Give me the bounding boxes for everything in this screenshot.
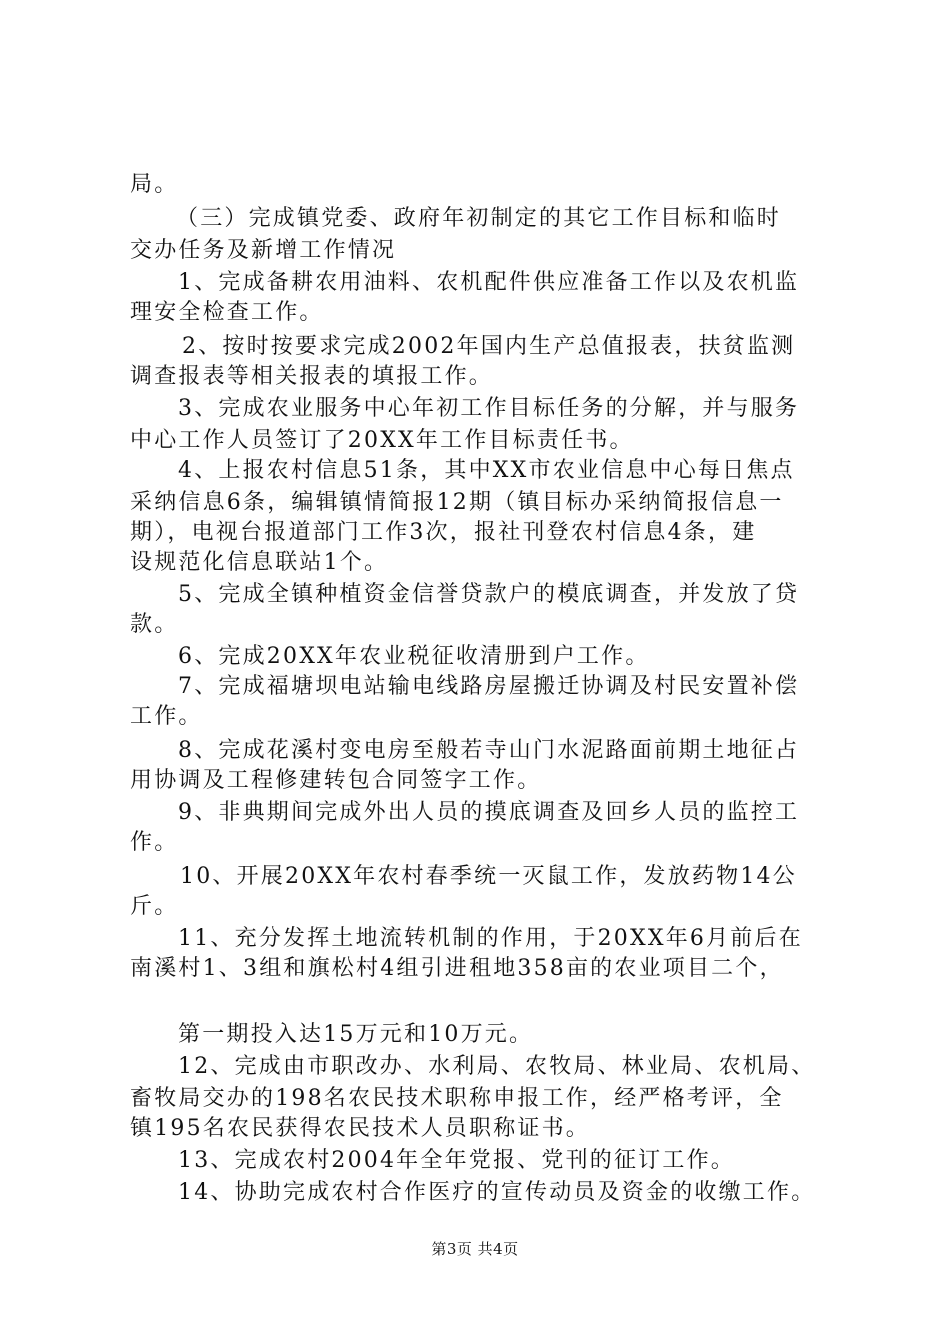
list-item: 12、完成由市职改办、水利局、农牧局、林业局、农机局、 (178, 1054, 816, 1079)
text-line: 局。 (130, 172, 179, 197)
list-item: 1、完成备耕农用油料、农机配件供应准备工作以及农机监 (178, 270, 800, 295)
list-item: 3、完成农业服务中心年初工作目标任务的分解，并与服务 (178, 396, 800, 421)
text-line: 南溪村1、3组和旗松村4组引进租地358亩的农业项目二个， (130, 956, 784, 981)
list-item: 6、完成20XX年农业税征收清册到户工作。 (178, 644, 650, 669)
text-line: 采纳信息6条，编辑镇情简报12期（镇目标办采纳简报信息一 (130, 490, 784, 515)
text-line: 理安全检查工作。 (130, 300, 324, 325)
list-item: 8、完成花溪村变电房至般若寺山门水泥路面前期土地征占 (178, 738, 800, 763)
text-line: 斤。 (130, 894, 179, 919)
list-item: 14、协助完成农村合作医疗的宣传动员及资金的收缴工作。 (178, 1180, 816, 1205)
section-heading: （三）完成镇党委、政府年初制定的其它工作目标和临时 (176, 206, 782, 231)
text-line: 设规范化信息联站1个。 (130, 550, 389, 575)
text-line: 用协调及工程修建转包合同签字工作。 (130, 768, 542, 793)
list-item: 13、完成农村2004年全年党报、党刊的征订工作。 (178, 1148, 735, 1173)
text-line: 第一期投入达15万元和10万元。 (178, 1022, 534, 1047)
page-footer: 第3页 共4页 (431, 1240, 519, 1258)
text-line: 作。 (130, 830, 179, 855)
list-item: 5、完成全镇种植资金信誉贷款户的模底调查，并发放了贷 (178, 582, 800, 607)
text-line: 期），电视台报道部门工作3次，报社刊登农村信息4条，建 (130, 520, 757, 545)
section-heading-continued: 交办任务及新增工作情况 (130, 238, 397, 263)
list-item: 7、完成福塘坝电站输电线路房屋搬迁协调及村民安置补偿 (178, 674, 800, 699)
list-item: 9、非典期间完成外出人员的摸底调查及回乡人员的监控工 (178, 800, 800, 825)
list-item: 11、充分发挥土地流转机制的作用，于20XX年6月前后在 (178, 926, 803, 951)
list-item: 10、开展20XX年农村春季统一灭鼠工作，发放药物14公 (180, 864, 797, 889)
text-line: 调查报表等相关报表的填报工作。 (130, 364, 494, 389)
list-item: 2、按时按要求完成2002年国内生产总值报表，扶贫监测 (182, 334, 796, 359)
text-line: 中心工作人员签订了20XX年工作目标责任书。 (130, 428, 634, 453)
text-line: 畜牧局交办的198名农民技术职称申报工作，经严格考评，全 (130, 1086, 784, 1111)
list-item: 4、上报农村信息51条，其中XX市农业信息中心每日焦点 (178, 458, 795, 483)
text-line: 款。 (130, 612, 179, 637)
text-line: 工作。 (130, 704, 203, 729)
text-line: 镇195名农民获得农民技术人员职称证书。 (130, 1116, 590, 1141)
